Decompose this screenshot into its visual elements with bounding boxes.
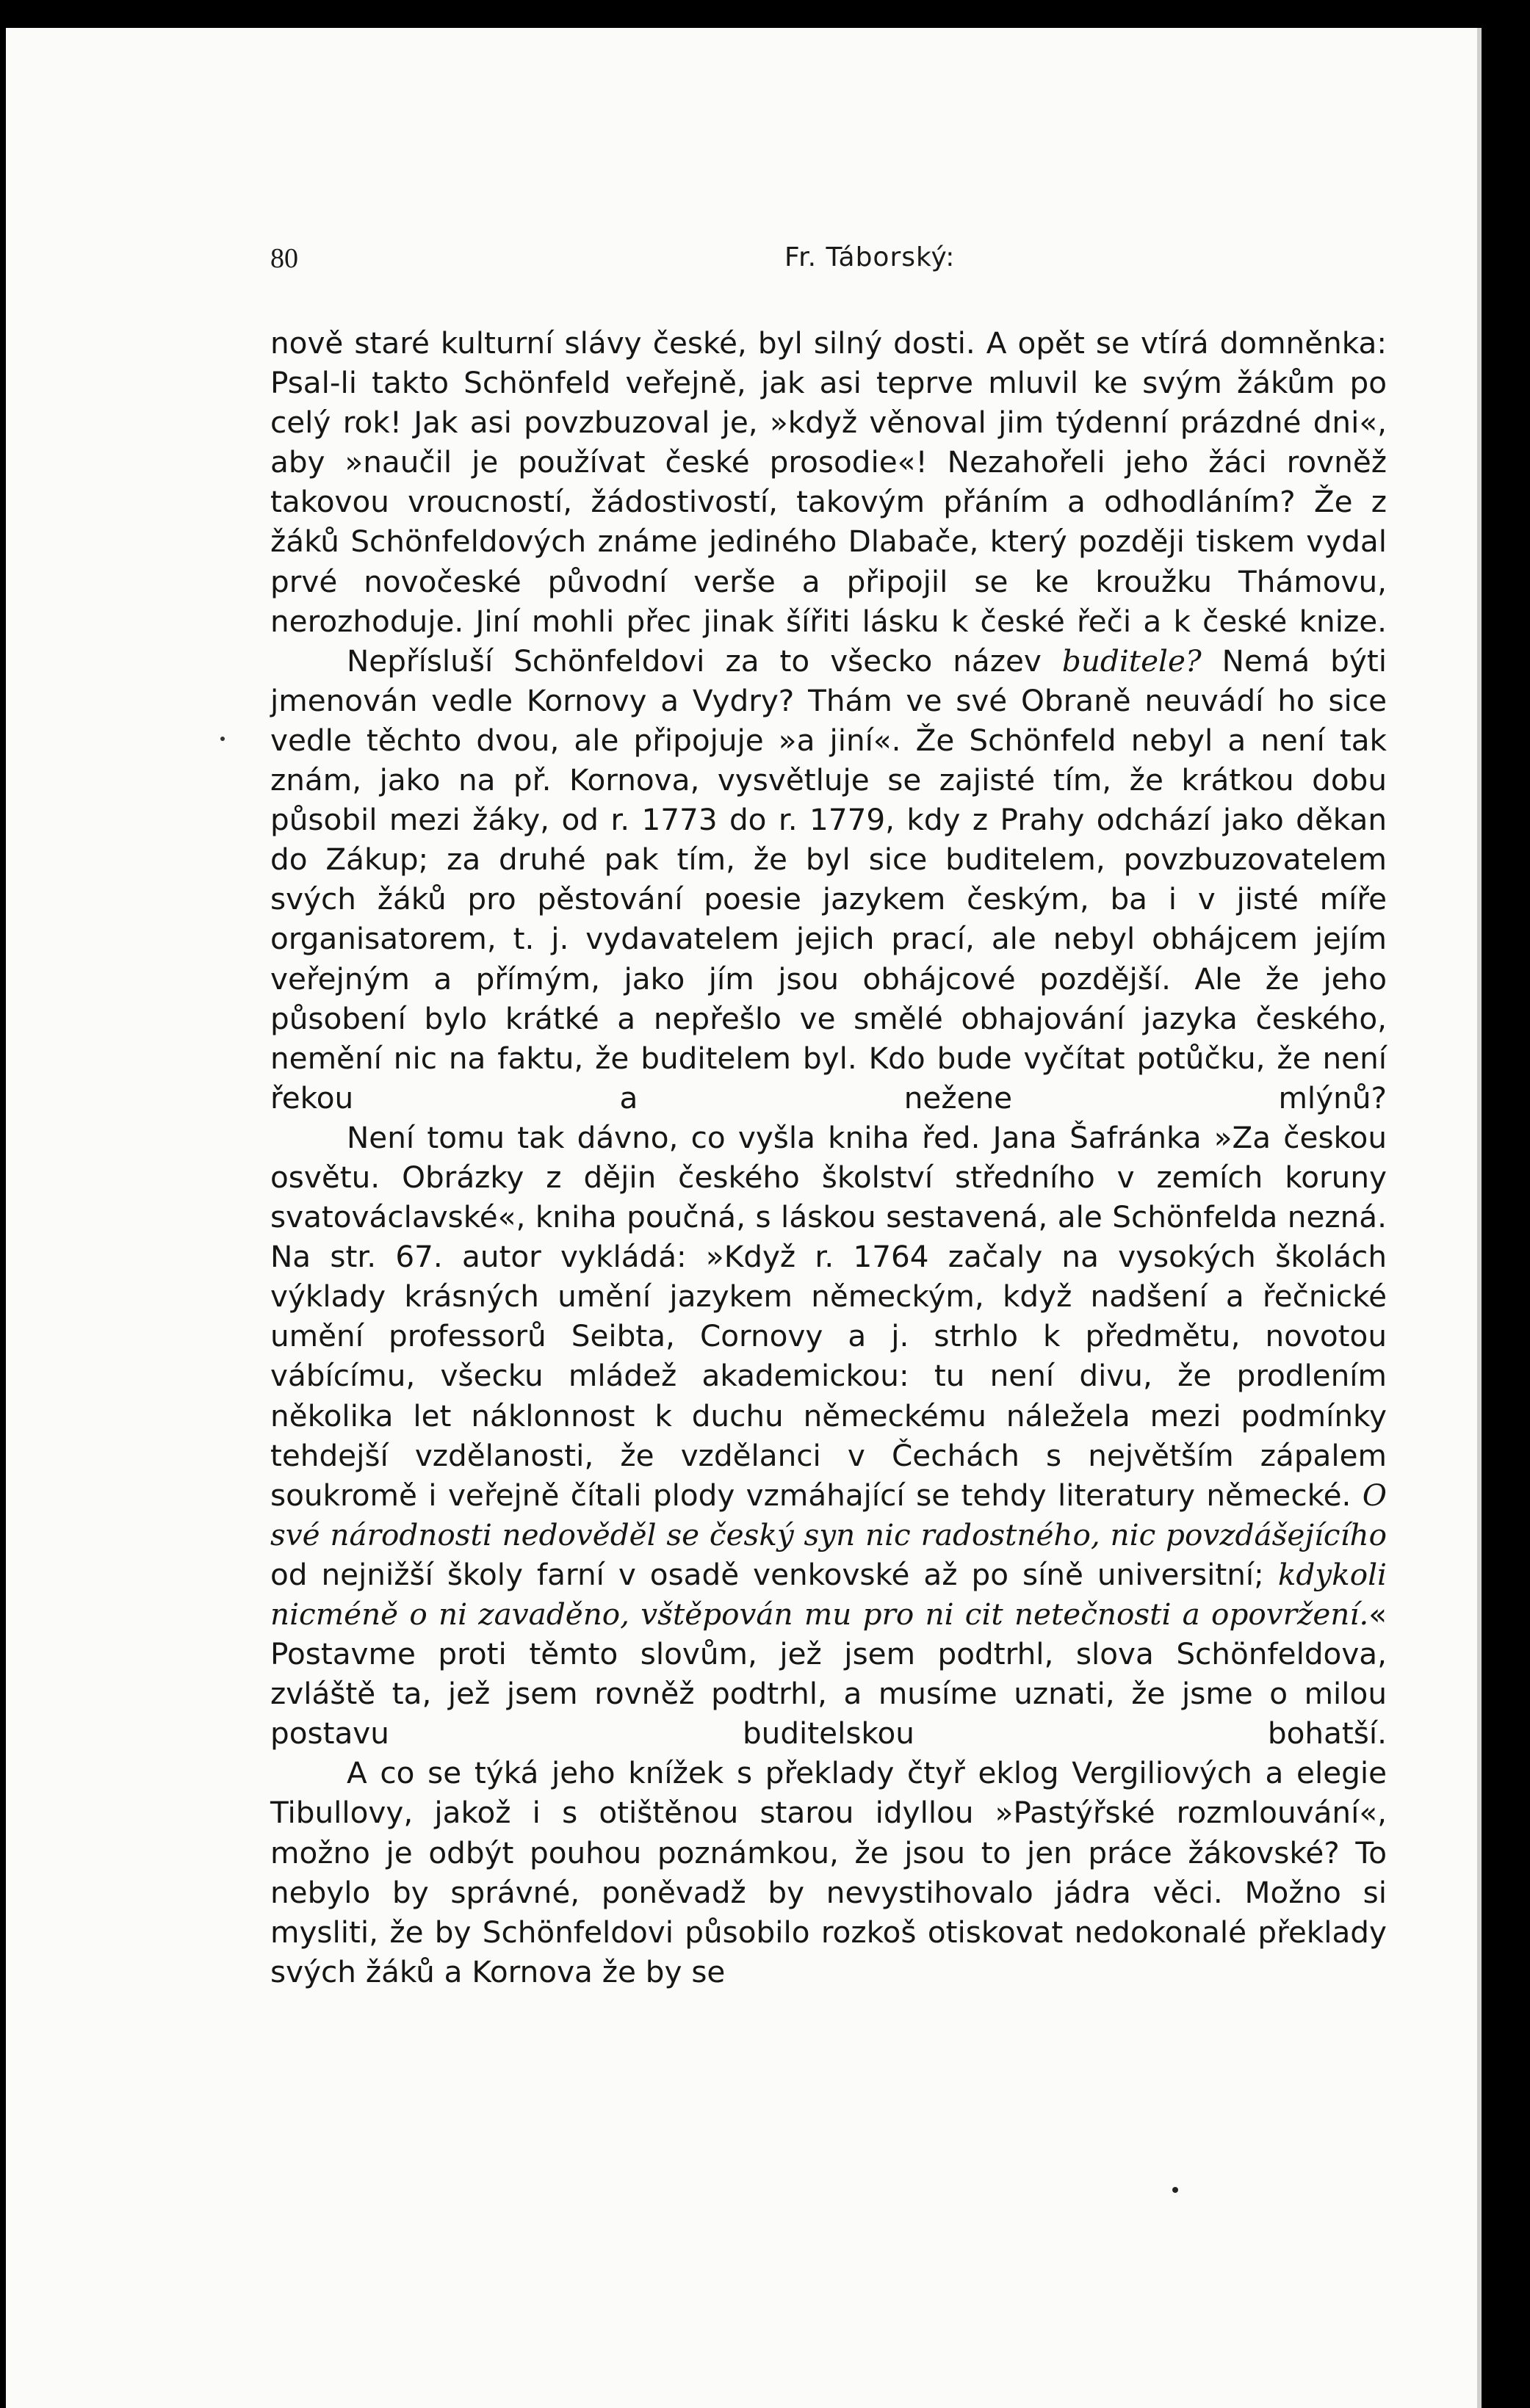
print-speck <box>1172 2187 1178 2193</box>
text-run: « Postavme proti těmto slovům, jež jsem podtrhl, slova Schönfeldova, zvláště ta, jež jsem rovněž podtrhl, a musíme uznati, že jsme o milou postavu buditelskou bohatší. <box>270 1597 1387 1751</box>
text-run: Nepřísluší Schönfeldovi za to všecko název <box>347 643 1062 679</box>
text-run: A co se týká jeho knížek s překlady čtyř eklog Vergiliových a elegie Tibullovy, jakož i s otištěnou starou idyllou »Pastýřské rozmlouvání«, možno je odbýt pouhou poznámkou, že jsou to jen práce žákovské? To nebylo by správné, poněvadž by nevystihovalo jádra věci. Možno si mysliti, že by Schönfeldovi působilo rozkoš otiskovat nedokonalé překlady svých žáků a Kornova že by se <box>270 1755 1387 1989</box>
paragraph <box>270 1753 1387 1992</box>
text-run: Není tomu tak dávno, co vyšla kniha řed. Jana Šafránka »Za českou osvětu. Obrázky z dějin českého školství středního v zemích koruny svatováclavské«, kniha poučná, s láskou sestavená, ale Schönfelda nezná. Na str. 67. autor vykládá: »Když r. 1764 začaly na vysokých školách výklady krásných umění jazykem německým, když nadšení a řečnické umění professorů Seibta, Cornovy a j. strhlo k předmětu, novotou vábícímu, všecku mládež akademickou: tu není divu, že prodlením několika let náklonnost k duchu německému náležela mezi podmínky tehdejší vzdělanosti, že vzdělanci v Čechách s největším zápalem soukromě i veřejně čítali plody vzmáhající se tehdy literatury německé. <box>270 1119 1387 1513</box>
text-run: Nemá býti jmenován vedle Kornovy a Vydry? Thám ve své Obraně neuvádí ho sice vedle těchto dvou, ale připojuje »a jiní«. Že Schönfeld nebyl a není tak znám, jako na př. Kornova, vysvětluje se zajisté tím, že krátkou dobu působil mezi žáky, od r. 1773 do r. 1779, kdy z Prahy odchází jako děkan do Zákup; za druhé pak tím, že byl sice buditelem, povzbuzovatelem svých žáků pro pěstování poesie jazykem českým, ba i v jisté míře organisatorem, t. j. vydavatelem jejich prací, ale nebyl obhájcem jejím veřejným a přímým, jako jím jsou obhájcové pozdější. Ale že jeho působení bylo krátké a nepřešlo ve smělé obhajování jazyka českého, nemění nic na faktu, že buditelem byl. Kdo bude vyčítat potůčku, že není řekou a nežene mlýnů? <box>270 643 1387 1116</box>
paragraph <box>270 1118 1387 1754</box>
text-run: od nejnižší školy farní v osadě venkovské až po síně universitní; <box>270 1556 1278 1592</box>
italic-text: kdykoli nicméně o ni zavaděno, vštěpován mu pro ni cit netečnosti a opovržení. <box>270 1556 1387 1632</box>
margin-mark <box>220 737 225 741</box>
paragraph <box>270 641 1387 1118</box>
page-header <box>270 242 1387 279</box>
text-run: nově staré kulturní slávy české, byl silný dosti. A opět se vtírá domněnka: Psal-li takto Schönfeld veřejně, jak asi teprve mluvil ke svým žákům po celý rok! Jak asi povzbuzoval je, »když věnoval jim týdenní prázdné dni«, aby »naučil je používat české prosodie«! Nezahořeli jeho žáci rovněž takovou vroucností, žádostivostí, takovým přáním a odhodláním? Že z žáků Schönfeldových známe jediného Dlabače, který později tiskem vydal prvé novočeské původní verše a připojil se ke kroužku Thámovu, nerozhoduje. Jiní mohli přec jinak šířiti lásku k české řeči a k české knize. <box>270 325 1387 639</box>
italic-text: O své národnosti nedověděl se český syn nic radostného, nic povzdášejícího <box>270 1477 1387 1552</box>
body-text <box>270 323 1387 1992</box>
page-number: 80 <box>270 243 298 274</box>
paragraph <box>270 323 1387 641</box>
italic-text: buditele? <box>1061 643 1202 679</box>
running-title: Fr. Táborský: <box>784 242 956 272</box>
